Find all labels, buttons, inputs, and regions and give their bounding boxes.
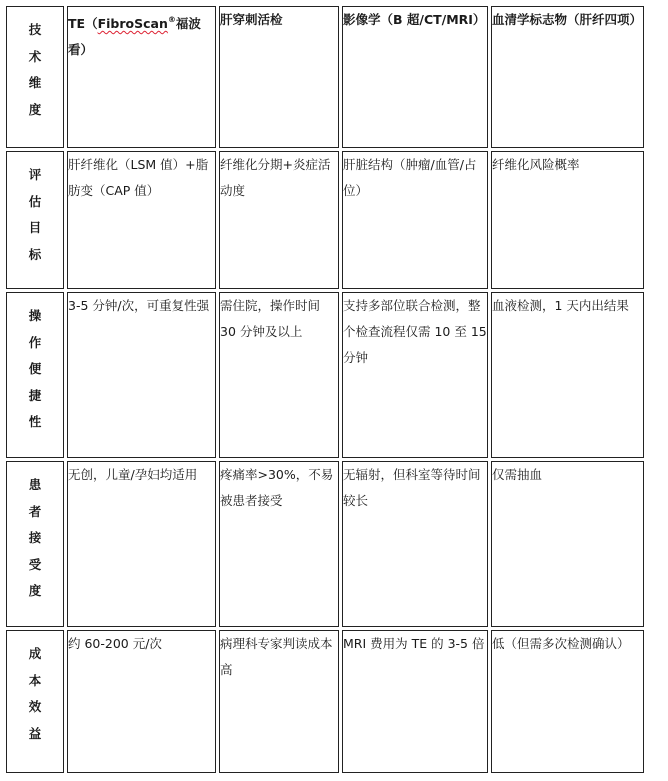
row-header-text: 操作便捷性: [28, 308, 42, 429]
comparison-table: [3, 3, 647, 776]
cell-biopsy-acceptance: 疼痛率>30%，不易被患者接受: [219, 461, 339, 627]
cell-biopsy-convenience: 需住院，操作时间 30 分钟及以上: [219, 292, 339, 458]
table-row: [6, 292, 644, 458]
cell-imaging-acceptance: 无辐射，但科室等待时间较长: [342, 461, 488, 627]
row-header-text: 成本效益: [28, 646, 42, 741]
table-row: [6, 461, 644, 627]
cell-serum-convenience: 血液检测，1 天内出结果: [491, 292, 644, 458]
row-header-acceptance: [6, 461, 64, 627]
cell-imaging-cost: MRI 费用为 TE 的 3-5 倍: [342, 630, 488, 773]
row-header-text: 评估目标: [28, 167, 42, 262]
te-header-prefix: TE（: [68, 16, 98, 31]
cell-imaging-goal: 肝脏结构（肿瘤/血管/占位）: [342, 151, 488, 289]
cell-serum-acceptance: 仅需抽血: [491, 461, 644, 627]
cell-serum-goal: 纤维化风险概率: [491, 151, 644, 289]
cell-te-convenience: 3-5 分钟/次，可重复性强: [67, 292, 216, 458]
cell-imaging-convenience: 支持多部位联合检测，整个检查流程仅需 10 至 15 分钟: [342, 292, 488, 458]
table-row: [6, 630, 644, 773]
cell-biopsy-cost: 病理科专家判读成本高: [219, 630, 339, 773]
cell-biopsy-goal: 纤维化分期+炎症活动度: [219, 151, 339, 289]
table-row: [6, 151, 644, 289]
te-header-registered: ®: [167, 15, 176, 24]
column-header-imaging: 影像学（B 超/CT/MRI）: [342, 6, 488, 148]
column-header-te: [67, 6, 216, 148]
row-header-text: 患者接受度: [28, 477, 42, 598]
cell-te-goal: 肝纤维化（LSM 值）+脂肪变（CAP 值）: [67, 151, 216, 289]
te-header-brand: FibroScan: [97, 16, 168, 31]
row-header-cost: [6, 630, 64, 773]
row-header-convenience: [6, 292, 64, 458]
te-header-suffix: 福波看）: [68, 16, 201, 57]
cell-te-cost: 约 60-200 元/次: [67, 630, 216, 773]
column-header-biopsy: 肝穿刺活检: [219, 6, 339, 148]
cell-serum-cost: 低（但需多次检测确认）: [491, 630, 644, 773]
cell-te-acceptance: 无创，儿童/孕妇均适用: [67, 461, 216, 627]
column-header-serum: 血清学标志物（肝纤四项）: [491, 6, 644, 148]
row-header-text: 技术维度: [28, 22, 42, 117]
row-header-dimension: [6, 6, 64, 148]
row-header-goal: [6, 151, 64, 289]
header-row: [6, 6, 644, 148]
